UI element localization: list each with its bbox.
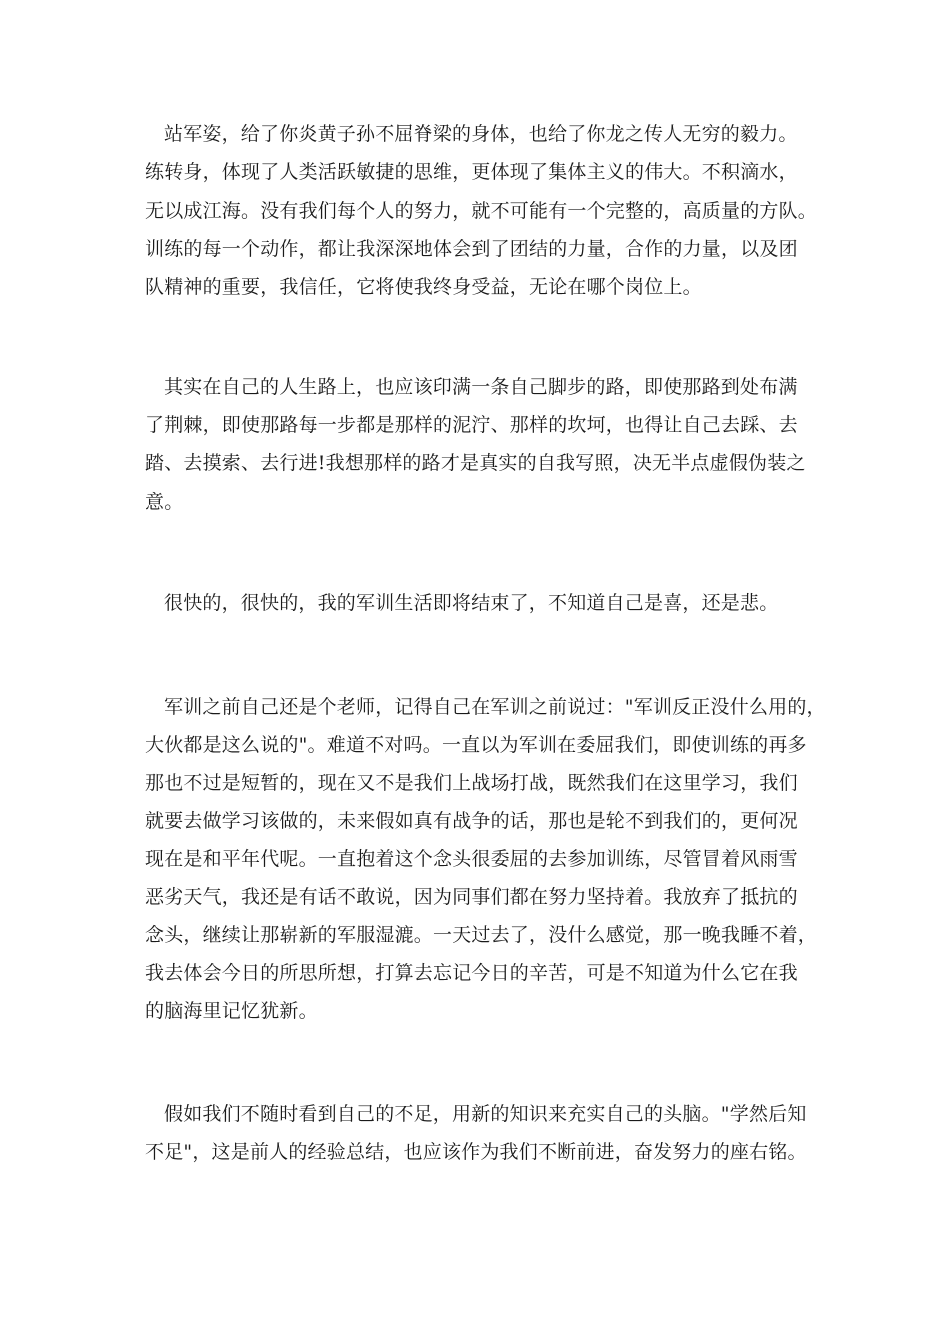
text-line: 其实在自己的人生路上，也应该印满一条自己脚步的路，即使那路到处布满 [164, 376, 798, 398]
text-line: 的脑海里记忆犹新。 [145, 1000, 318, 1022]
text-line: 训练的每一个动作，都让我深深地体会到了团结的力量，合作的力量，以及团 [145, 238, 798, 260]
text-line: 大伙都是这么说的"。难道不对吗。一直以为军训在委屈我们，即使训练的再多 [145, 734, 807, 756]
text-line: 念头，继续让那崭新的军服湿漉。一天过去了，没什么感觉，那一晚我睡不着， [145, 924, 818, 946]
text-line: 恶劣天气，我还是有话不敢说，因为同事们都在努力坚持着。我放弃了抵抗的 [145, 886, 798, 908]
text-line: 那也不过是短暂的，现在又不是我们上战场打战，既然我们在这里学习，我们 [145, 772, 798, 794]
text-line: 现在是和平年代呢。一直抱着这个念头很委屈的去参加训练，尽管冒着风雨雪 [145, 848, 798, 870]
text-line: 军训之前自己还是个老师，记得自己在军训之前说过："军训反正没什么用的， [164, 696, 826, 718]
text-line: 队精神的重要，我信任，它将使我终身受益，无论在哪个岗位上。 [145, 276, 702, 298]
text-line: 就要去做学习该做的，未来假如真有战争的话，那也是轮不到我们的，更何况 [145, 810, 798, 832]
text-line: 不足"，这是前人的经验总结，也应该作为我们不断前进，奋发努力的座右铭。 [145, 1141, 807, 1163]
text-line: 站军姿，给了你炎黄子孙不屈脊梁的身体，也给了你龙之传人无穷的毅力。 [164, 123, 798, 145]
text-line: 踏、去摸索、去行进!我想那样的路才是真实的自我写照，决无半点虚假伪装之 [145, 452, 806, 474]
text-line: 练转身，体现了人类活跃敏捷的思维，更体现了集体主义的伟大。不积滴水， [145, 161, 798, 183]
text-line: 了荆棘，即使那路每一步都是那样的泥泞、那样的坎坷，也得让自己去踩、去 [145, 414, 798, 436]
text-line: 假如我们不随时看到自己的不足，用新的知识来充实自己的头脑。"学然后知 [164, 1103, 807, 1125]
text-line: 意。 [145, 491, 184, 513]
text-line: 很快的，很快的，我的军训生活即将结束了，不知道自己是喜，还是悲。 [164, 592, 779, 614]
text-line: 我去体会今日的所思所想，打算去忘记今日的辛苦，可是不知道为什么它在我 [145, 962, 798, 984]
text-line: 无以成江海。没有我们每个人的努力，就不可能有一个完整的，高质量的方队。 [145, 200, 818, 222]
